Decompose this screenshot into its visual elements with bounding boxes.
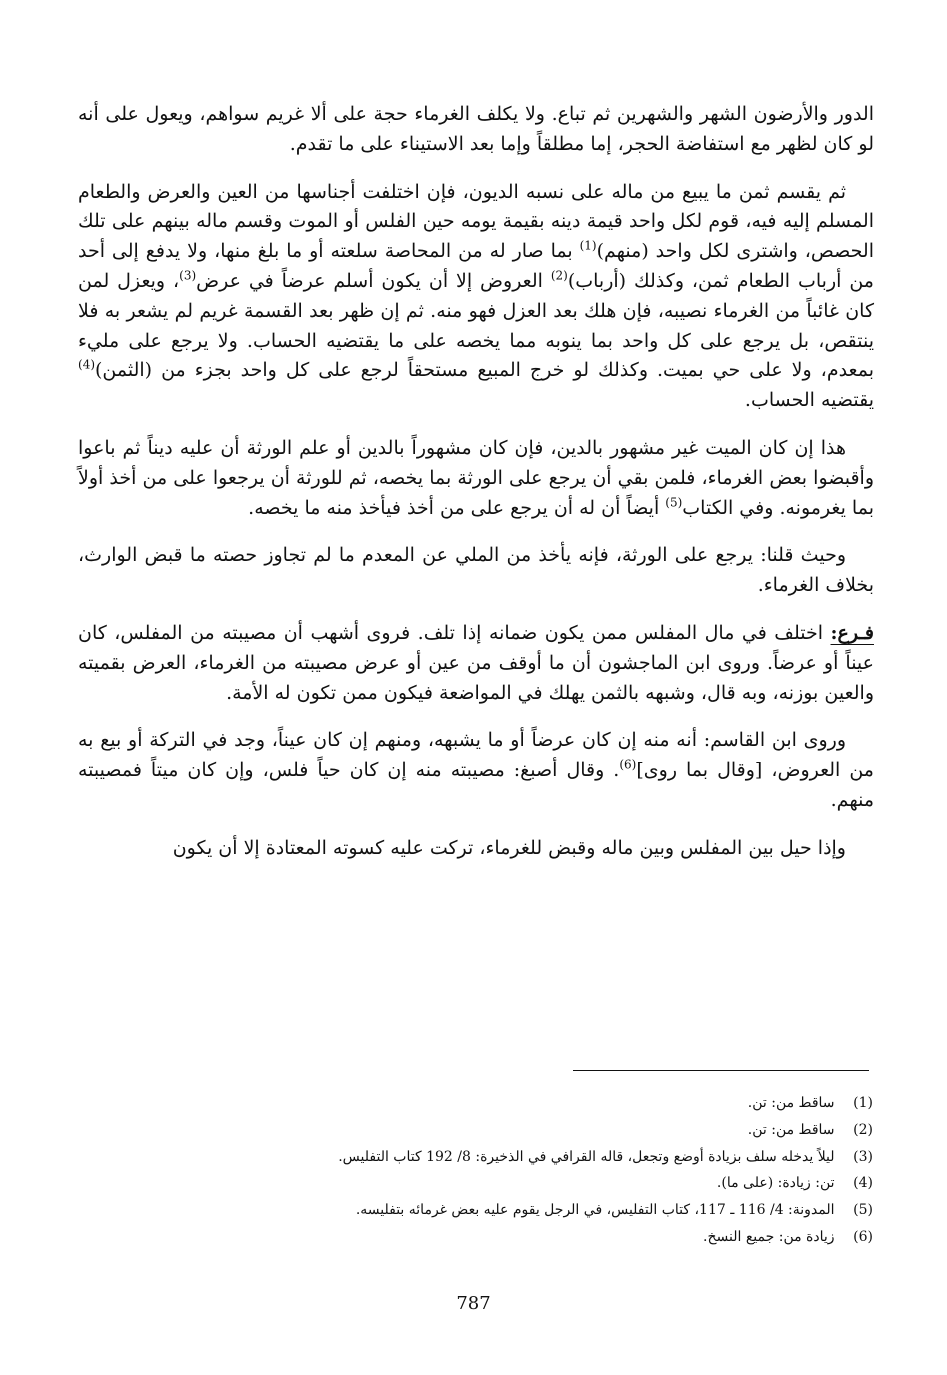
section-term: فـرع: <box>830 621 874 644</box>
footnote-ref-2[interactable]: (2) <box>550 268 568 283</box>
paragraph-6 <box>78 726 874 815</box>
paragraph-2-text-e: يقتضيه الحساب. <box>744 389 874 412</box>
paragraph-2-text-b: بما صار له من المحاصة سلعته أو ما بلغ منها، ولا يدفع إلى أحد من أرباب الطعام ثمن، وكذلك (أرباب) <box>78 240 874 292</box>
paragraph-1 <box>78 100 874 160</box>
footnote-1 <box>83 1090 873 1117</box>
footnote-number: (5) <box>853 1202 873 1219</box>
paragraph-2-text-d: ، ويعزل لمن كان غائباً من الغرماء نصيبه، فإن هلك بعد العزل فهو منه. ثم إن ظهر بعد القسمة غريم لم يشعر به فلا ينتقص، بل يرجع على كل واحد بما ينوبه مما يخصه على ما يقتضيه الحساب. ولا يرجع على مليء بمعدم، ولا على حي بميت. وكذلك لو خرج المبيع مستحقاً لرجع على كل واحد بجزء من (الثمن) <box>78 269 874 382</box>
paragraph-3-text-a: هذا إن كان الميت غير مشهور بالدين، فإن كان مشهوراً بالدين أو علم الورثة أن عليه ديناً ثم باعوا وأقبضوا بعض الغرماء، فلمن بقي أن يرجع على الورثة بما يخصه، ثم للورثة أن يرجعوا على من أخذ أولاً بما يغرمونه. وفي الكتاب <box>78 436 874 519</box>
footnote-2 <box>83 1117 873 1144</box>
paragraph-6-text-b: . وقال أصبغ: مصيبته منه إن كان حياً فلس، وإن كان ميتاً فمصيبته منهم. <box>78 759 874 811</box>
footnote-4 <box>83 1170 873 1197</box>
footnote-text: تن: زيادة: (على ما). <box>716 1175 835 1192</box>
footnote-ref-1[interactable]: (1) <box>579 238 597 253</box>
paragraph-2-text-c: العروض إلا أن يكون أسلم عرضاً في عرض <box>196 269 551 292</box>
paragraph-7 <box>78 834 874 864</box>
footnote-number: (1) <box>853 1095 873 1111</box>
footnote-ref-3[interactable]: (3) <box>179 268 197 283</box>
footnote-6 <box>83 1224 873 1251</box>
footnote-number: (4) <box>853 1175 873 1192</box>
paragraph-4-text: وحيث قلنا: يرجع على الورثة، فإنه يأخذ من الملي عن المعدم ما لم تجاوز حصته ما قبض الوارث، بخلاف الغرماء. <box>78 544 874 597</box>
footnote-text: المدونة: 4/ 116 ـ 117، كتاب التفليس، في الرجل يقوم عليه بعض غرمائه بتفليسه. <box>355 1202 835 1219</box>
paragraph-5-text: اختلف في مال المفلس ممن يكون ضمانه إذا تلف. فروى أشهب أن مصيبته من المفلس، كان عيناً أو عرضاً. وروى ابن الماجشون أن ما أوقف من عين أو عرض مصيبته من الغرماء، العرض بقميته والعين بوزنه، وبه قال، وشبهه بالثمن يهلك في المواضعة فيكون ممن تكون له الأمة. <box>78 621 874 704</box>
footnote-ref-6[interactable]: (6) <box>619 757 637 772</box>
footnote-number: (6) <box>853 1228 873 1245</box>
footnote-text: زيادة من: جميع النسخ. <box>703 1228 835 1245</box>
paragraph-2-text-a: ثم يقسم ثمن ما يبيع من ماله على نسبه الديون، فإن اختلفت أجناسها من العين والعرض والطعام المسلم إليه فيه، قوم لكل واحد قيمة دينه بقيمة يومه حين الفلس أو الموت وقسم ماله بينهم على تلك الحصص، واشترى لكل واحد (منهم) <box>78 180 874 263</box>
footnote-divider <box>573 1070 869 1071</box>
paragraph-4 <box>78 541 874 601</box>
page-number: 787 <box>456 1293 491 1314</box>
paragraph-3-text-b: أيضاً أن له أن يرجع على من أخذ فيأخذ منه ما يخصه. <box>248 496 666 519</box>
footnotes <box>83 1090 873 1251</box>
paragraph-6-text-a: وروى ابن القاسم: أنه منه إن كان عرضاً أو ما يشبهه، ومنهم إن كان عيناً، وجد في التركة أو بيع به من العروض، [وقال بما روى] <box>78 729 874 782</box>
footnote-text: ساقط من: تن. <box>747 1121 835 1138</box>
footnote-5 <box>83 1197 873 1224</box>
footnote-number: (2) <box>853 1121 873 1138</box>
paragraph-7-text: وإذا حيل بين المفلس وبين ماله وقبض للغرماء، تركت عليه كسوته المعتادة إلا أن يكون <box>172 836 846 859</box>
paragraph-3 <box>78 434 874 523</box>
page-body <box>78 100 874 882</box>
footnote-text: ليلاً يدخله سلف بزيادة أوضع وتجعل، قاله القرافي في الذخيرة: 8/ 192 كتاب التفليس. <box>338 1148 835 1165</box>
paragraph-5 <box>78 619 874 708</box>
footnote-3 <box>83 1144 873 1171</box>
footnote-ref-4[interactable]: (4) <box>78 358 96 373</box>
footnote-ref-5[interactable]: (5) <box>665 495 683 510</box>
paragraph-2 <box>78 178 874 416</box>
paragraph-1-text: الدور والأرضون الشهر والشهرين ثم تباع. ولا يكلف الغرماء حجة على ألا غريم سواهم، ويعول على أنه لو كان لظهر مع استفاضة الحجر، إما مطلقاً وإما بعد الاستيناء على ما تقدم. <box>78 103 874 155</box>
footnote-text: ساقط من: تن. <box>747 1095 835 1111</box>
footnote-number: (3) <box>853 1148 873 1165</box>
